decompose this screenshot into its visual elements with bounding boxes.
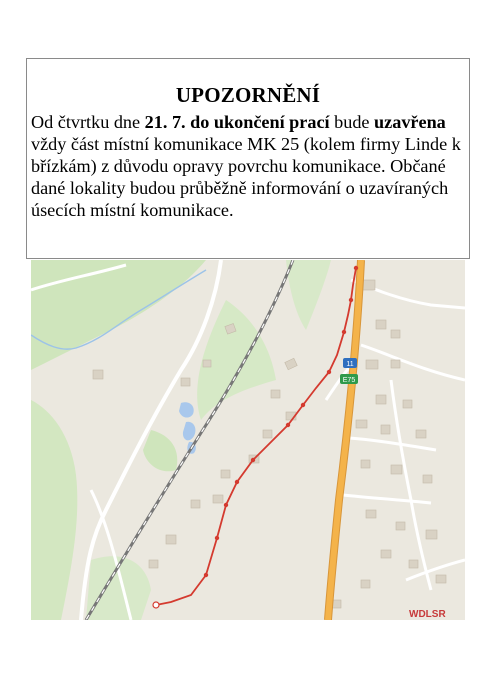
- notice-closed: uzavřena: [374, 112, 446, 132]
- route-end-marker: [153, 602, 159, 608]
- svg-text:11: 11: [346, 361, 354, 368]
- notice-box: [26, 58, 470, 259]
- notice-title: UPOZORNĚNÍ: [175, 83, 321, 107]
- notice-date: 21. 7. do ukončení prací: [144, 112, 330, 132]
- road-shield-e75: [340, 374, 358, 384]
- map: [31, 260, 465, 620]
- notice-text-1: Od čtvrtku dne: [31, 112, 145, 132]
- notice-text-2: bude: [329, 112, 375, 132]
- notice-body: [31, 111, 463, 221]
- map-canvas: [31, 260, 465, 620]
- road-shield-11: [343, 358, 357, 368]
- notice-text-3: vždy část místní komunikace MK 25 (kolem firmy Linde k břízkám) z důvodu opravy povrchu komunikace. Občané dané lokality budou průběžně informování o uzavíraných úsecích místní komunikace.: [31, 134, 461, 220]
- svg-text:E75: E75: [342, 377, 356, 384]
- map-watermark: [409, 609, 446, 620]
- svg-text:WDLSR: WDLSR: [409, 609, 446, 620]
